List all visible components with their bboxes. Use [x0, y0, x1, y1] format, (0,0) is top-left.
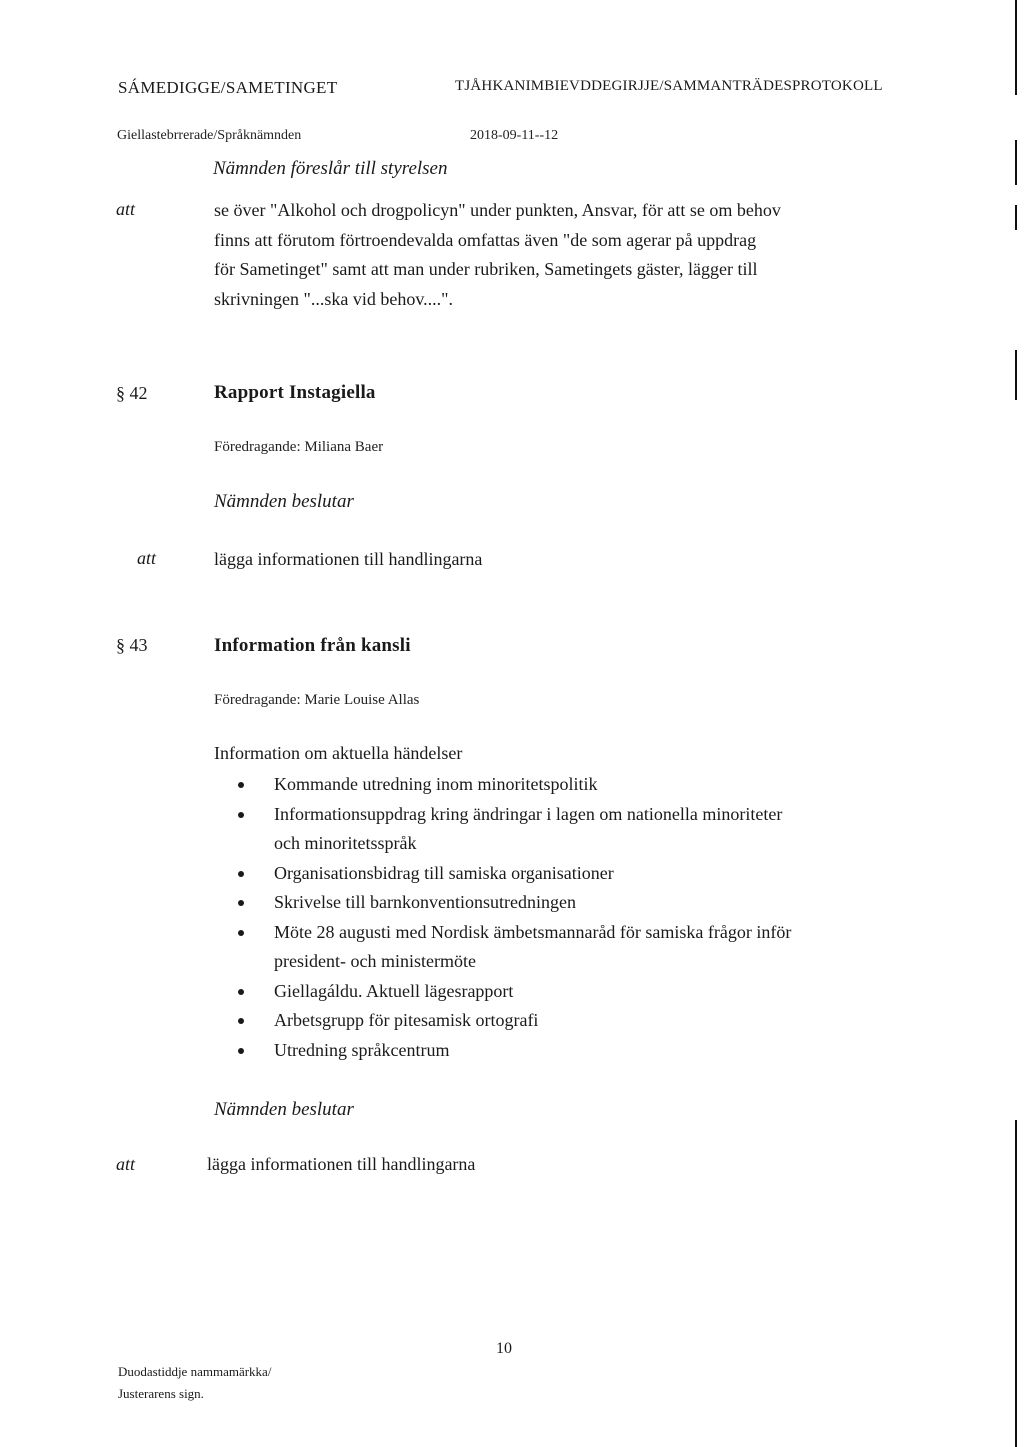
document-type: TJÅHKANIMBIEVDDEGIRJJE/SAMMANTRÄDESPROTOKOLL — [455, 78, 883, 94]
signature-label-swedish: Justerarens sign. — [118, 1386, 204, 1401]
list-item: Möte 28 augusti med Nordisk ämbetsmannaråd för samiska frågor inför president- och ministermöte — [214, 918, 894, 977]
decision-heading-43: Nämnden beslutar — [214, 1099, 354, 1120]
info-list — [214, 770, 894, 1065]
bullet-icon — [238, 812, 244, 818]
bullet-icon — [238, 782, 244, 788]
section-number-42: § 42 — [116, 383, 148, 403]
scan-edge-mark — [1015, 0, 1017, 95]
committee-name: Giellastebrrerade/Språknämnden — [117, 128, 302, 143]
section-number-43: § 43 — [116, 635, 148, 655]
bullet-icon — [238, 871, 244, 877]
list-item: Organisationsbidrag till samiska organisationer — [214, 859, 894, 889]
bullet-icon — [238, 1048, 244, 1054]
organization-name: SÁMEDIGGE/SAMETINGET — [118, 78, 338, 97]
decision-text-43: lägga informationen till handlingarna — [207, 1154, 476, 1174]
list-item: Kommande utredning inom minoritetspolitik — [214, 770, 894, 800]
list-item: Arbetsgrupp för pitesamisk ortografi — [214, 1006, 894, 1036]
list-item: Skrivelse till barnkonventionsutredningen — [214, 888, 894, 918]
presenter-42: Föredragande: Miliana Baer — [214, 439, 384, 455]
scan-edge-mark — [1015, 140, 1017, 185]
proposal-text — [214, 196, 874, 314]
proposal-heading: Nämnden föreslår till styrelsen — [213, 158, 448, 179]
proposal-line: för Sametinget" samt att man under rubriken, Sametingets gäster, lägger till — [214, 259, 758, 279]
bullet-icon — [238, 930, 244, 936]
scan-edge-mark — [1015, 350, 1017, 400]
list-item: Giellagáldu. Aktuell lägesrapport — [214, 977, 894, 1007]
section-title-42: Rapport Instagiella — [214, 382, 376, 403]
decision-heading-42: Nämnden beslutar — [214, 491, 354, 512]
scan-edge-mark — [1015, 1120, 1017, 1447]
section-title-43: Information från kansli — [214, 635, 411, 656]
page-number: 10 — [496, 1340, 512, 1357]
signature-label-sami: Duodastiddje nammamärkka/ — [118, 1364, 272, 1379]
meeting-date: 2018-09-11--12 — [470, 128, 559, 143]
bullet-icon — [238, 900, 244, 906]
presenter-43: Föredragande: Marie Louise Allas — [214, 692, 420, 708]
decision-att-42: att — [137, 548, 157, 568]
proposal-line: skrivningen "...ska vid behov....". — [214, 288, 454, 309]
info-heading: Information om aktuella händelser — [214, 743, 463, 763]
decision-text-42: lägga informationen till handlingarna — [214, 549, 483, 569]
bullet-icon — [238, 1018, 244, 1024]
proposal-line: se över "Alkohol och drogpolicyn" under punkten, Ansvar, för att se om behov — [214, 200, 781, 220]
list-item: Informationsuppdrag kring ändringar i lagen om nationella minoriteter och minoritetsspråk — [214, 800, 894, 859]
list-item: Utredning språkcentrum — [214, 1036, 894, 1066]
proposal-att: att — [116, 199, 136, 219]
decision-att-43: att — [116, 1154, 136, 1174]
bullet-icon — [238, 989, 244, 995]
proposal-line: finns att förutom förtroendevalda omfattas även "de som agerar på uppdrag — [214, 229, 757, 250]
scan-edge-mark — [1015, 205, 1017, 230]
